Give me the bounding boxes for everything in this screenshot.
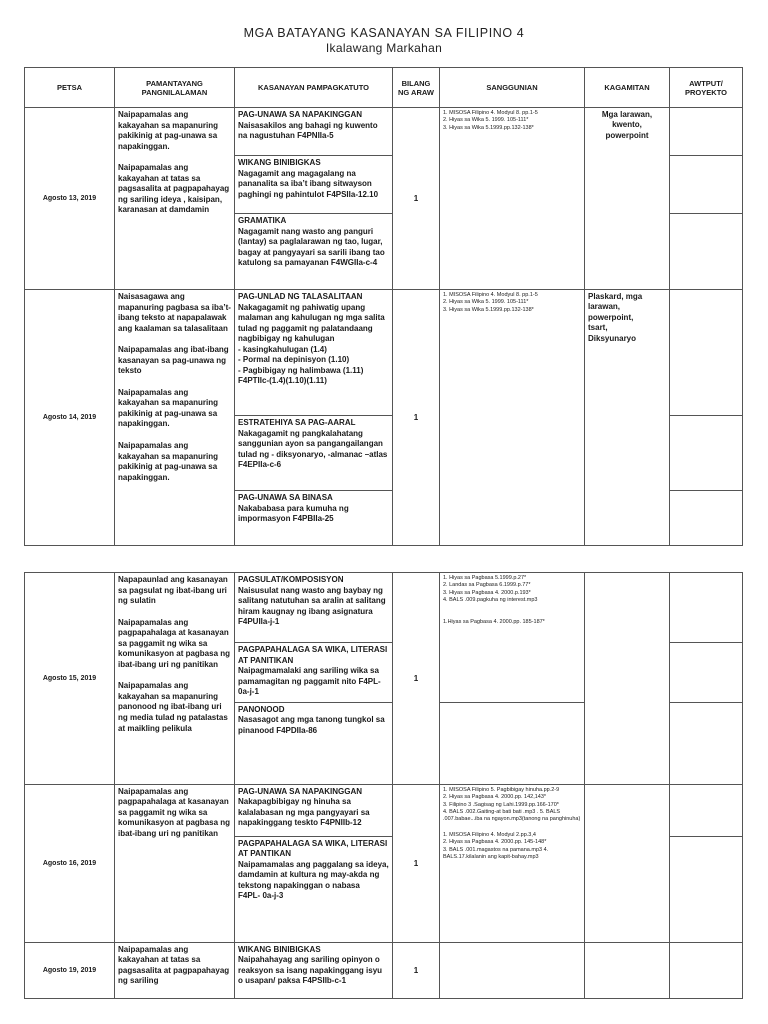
output-cell — [670, 942, 743, 998]
reference-item: 2. Hiyas sa Wika 5. 1999. 105-111* — [443, 117, 529, 124]
skill-cell — [235, 643, 393, 703]
header-kasanayan: KASANAYAN PAMPAGKATUTO — [235, 68, 393, 108]
skill-body: Nagagamit nang wasto ang panguri (lantay) sa paglalarawan ng tao, lugar, bagay at pangyayari sa sarili ibang tao katulong sa pamayanan F4WGIIa-c-4 — [238, 226, 385, 268]
standards-cell — [115, 290, 235, 546]
skill-cell — [235, 156, 393, 214]
standard-text: Naisasagawa ang mapanuring pagbasa sa iba’t-ibang teksto at napapalawak ang kaalaman sa talasalitaan — [118, 292, 231, 333]
date-cell: Agosto 16, 2019 — [25, 784, 115, 942]
materials-cell — [585, 108, 670, 290]
material-item: larawan, — [588, 302, 621, 312]
reference-item: 3. Hiyas sa Pagbasa 4. 2000.p.193* — [443, 589, 531, 596]
standard-text: Naipapamalas ang pagpapahalaga at kasanayan sa paggamit ng wika sa komunikasyon at pagbasa ng ibat-ibang uri ng panitikan — [118, 617, 231, 669]
header-sanggunian: SANGGUNIAN — [440, 68, 585, 108]
standard-text: Naipapamalas ang pagpapahalaga at kasanayan sa paggamit ng wika sa komunikasyon at pagbasa ng ibat-ibang uri ng panitikan — [118, 786, 231, 838]
skill-heading: PANONOOD — [238, 704, 285, 714]
material-item: tsart, — [588, 323, 608, 333]
date-cell: Agosto 15, 2019 — [25, 573, 115, 785]
references-cell — [440, 942, 585, 998]
header-petsa: PETSA — [25, 68, 115, 108]
reference-item: 3. Hiyas sa Wika 5.1999.pp.132-138* — [443, 306, 534, 313]
references-cell — [440, 290, 585, 546]
standard-text: Napapaunlad ang kasanayan sa pagsulat ng ibat-ibang uri ng sulatin — [118, 575, 228, 606]
skill-bullet: - Pagbibigay ng halimbawa (1.11) — [238, 365, 364, 375]
reference-item: 4. BALS .009.pagkuha ng interest.mp3 — [443, 597, 538, 604]
skill-heading: PAGPAPAHALAGA SA WIKA, LITERASI AT PANITIKAN — [238, 645, 388, 665]
reference-item: 1. MISOSA Filipino 4. Modyul 2.pp.3,4 — [443, 831, 536, 838]
days-cell: 1 — [393, 108, 440, 290]
curriculum-table-2 — [24, 572, 743, 999]
header-kagamitan: KAGAMITAN — [585, 68, 670, 108]
reference-item: 3. BALS .001.magastos na pamana.mp3 4. BALS.17.kilalanin ang kapit-bahay.mp3 — [443, 846, 549, 861]
skill-heading: PAG-UNAWA SA BINASA — [238, 493, 333, 502]
references-cell — [440, 108, 585, 290]
standards-cell — [115, 573, 235, 785]
skill-body: Naipamamalas ang paggalang sa ideya, damdamin at kultura ng may-akda ng tekstong napakinggan o nabasa — [238, 859, 389, 890]
skill-bullet: - kasingkahulugan (1.4) — [238, 344, 327, 354]
materials-cell — [585, 573, 670, 785]
reference-item: 2. Hiyas sa Wika 5. 1999. 105-111* — [443, 299, 529, 306]
skill-heading: ESTRATEHIYA SA PAG-AARAL — [238, 418, 356, 427]
skill-body: Nakagagamit ng pahiwatig upang malaman ang kahulugan ng mga salita tulad ng paggamit ng palatandaang nagbibigay ng kahulugan — [238, 302, 385, 344]
standard-text: Naipapamalas ang kakayahan sa mapanuring pakikinig at pag-unawa sa napakinggan. — [118, 441, 219, 482]
skill-heading: PAGPAPAHALAGA SA WIKA, LITERASI AT PANTIKAN — [238, 838, 388, 859]
output-cell — [670, 573, 743, 643]
days-cell: 1 — [393, 784, 440, 942]
output-cell — [670, 702, 743, 784]
skill-heading: GRAMATIKA — [238, 216, 287, 225]
curriculum-table-1 — [24, 67, 743, 546]
materials-cell — [585, 290, 670, 546]
standard-text: Naipapamalas ang kakayahan sa mapanuring pakikinig at pag-unawa sa napakinggan. — [118, 110, 219, 151]
references-cell — [440, 784, 585, 942]
skill-code: F4PTIIc-(1.4)(1.10)(1.11) — [238, 376, 327, 386]
references-cell — [440, 702, 585, 784]
material-item: Diksyunaryo — [588, 333, 637, 343]
reference-item: 1. MISOSA Filipino 4. Modyul 8. pp.1-5 — [443, 110, 538, 116]
skill-cell — [235, 573, 393, 643]
skill-cell — [235, 702, 393, 784]
skill-cell — [235, 784, 393, 836]
document-subtitle: Ikalawang Markahan — [325, 41, 443, 55]
skill-heading: PAG-UNLAD NG TALASALITAAN — [238, 292, 363, 301]
table-row — [25, 108, 743, 156]
skill-body: Naisusulat nang wasto ang baybay ng salitang natutuhan sa aralin at salitang hiram kaugnay ng ibang asignatura F4PUIIa-j-1 — [238, 585, 386, 627]
skill-heading: PAGSULAT/KOMPOSISYON — [238, 575, 344, 584]
header-pamantayang: PAMANTAYANG PANGNILALAMAN — [115, 68, 235, 108]
header-awtput: AWTPUT/ PROYEKTO — [670, 68, 743, 108]
skill-cell — [235, 214, 393, 290]
skill-cell — [235, 108, 393, 156]
date-cell: Agosto 19, 2019 — [25, 942, 115, 998]
skill-heading: WIKANG BINIBIGKAS — [238, 944, 321, 954]
skill-code: F4PL- 0a-j-3 — [238, 891, 284, 901]
standards-cell — [115, 784, 235, 942]
reference-item: 3. Hiyas sa Wika 5.1999.pp.132-138* — [443, 124, 534, 131]
skill-body: Nakagagamit ng pangkalahatang sanggunian ayon sa pangangailangan tulad ng - diksyonaryo, -almanac –atlas F4EPIIa-c-6 — [238, 428, 388, 470]
output-cell — [670, 491, 743, 546]
skill-cell — [235, 491, 393, 546]
skill-body: Naipahahayag ang sariling opinyon o reaksyon sa isang napakinggang isyu o usapan/ paksa F4PSIIb-c-1 — [238, 955, 383, 986]
standard-text: Naipapamalas ang kakayahan sa mapanuring panonood ng ibat-ibang uri ng media tulad ng patalastas at maikling pelikula — [118, 681, 228, 733]
skill-heading: PAG-UNAWA SA NAPAKINGGAN — [238, 786, 362, 796]
table-row — [25, 573, 743, 643]
output-cell — [670, 836, 743, 942]
document-title: MGA BATAYANG KASANAYAN SA FILIPINO 4 — [243, 26, 525, 40]
skill-cell — [235, 836, 393, 942]
reference-item: 1.Hiyas sa Pagbasa 4. 2000.pp. 185-187* — [443, 618, 545, 625]
reference-item: 4. BALS .002.Gaiting-at bati bati .mp3 . 5. BALS .007.babae...iba na ngayon.mp3(tanong na panghinuha) — [443, 809, 581, 823]
skill-body: Naipagmamalaki ang sariling wika sa pamamagitan ng paggamit nito F4PL- 0a-j-1 — [238, 666, 381, 697]
table-header-row — [25, 68, 743, 108]
reference-item: 3. Filipino 3 .Sagisag ng Lahi.1999.pp.166-170* — [443, 801, 559, 808]
table-row — [25, 290, 743, 416]
reference-item: 1. MISOSA Filipino 4. Modyul 8. pp.1-5 — [443, 292, 538, 298]
skill-body: Nakababasa para kumuha ng impormasyon F4PBIIa-25 — [238, 503, 349, 524]
references-group — [443, 832, 581, 862]
reference-item: 2. Landas sa Pagbasa 6.1999.p.77* — [443, 582, 531, 589]
skill-cell — [235, 290, 393, 416]
materials-cell — [585, 942, 670, 998]
references-cell — [440, 573, 585, 703]
table-row — [25, 942, 743, 998]
output-cell — [670, 290, 743, 416]
reference-item: 2. Hiyas sa Pagbasa 4. 2000.pp. 145-148* — [443, 839, 547, 846]
output-cell — [670, 156, 743, 214]
standards-cell — [115, 108, 235, 290]
output-cell — [670, 108, 743, 156]
references-group — [443, 575, 581, 605]
standard-text: Naipapamalas ang kakayahan sa mapanuring pakikinig at pag-unawa sa napakinggan. — [118, 387, 219, 429]
material-item: kwento, — [612, 120, 642, 130]
date-cell: Agosto 13, 2019 — [25, 108, 115, 290]
skill-body: Nasasagot ang mga tanong tungkol sa pinanood F4PDIIa-86 — [238, 715, 385, 735]
reference-item: 2. Hiyas sa Pagbasa 4. 2000.pp. 142,143* — [443, 794, 547, 801]
output-cell — [670, 214, 743, 290]
skill-body: Nakapagbibigay ng hinuha sa kalalabasan ng mga pangyayari sa napakinggang teskto F4PNIIb-12 — [238, 797, 370, 828]
days-cell: 1 — [393, 942, 440, 998]
material-item: Plaskard, mga — [588, 292, 643, 301]
materials-cell — [585, 784, 670, 942]
table-row — [25, 784, 743, 836]
output-cell — [670, 784, 743, 836]
skill-heading: WIKANG BINIBIGKAS — [238, 158, 321, 167]
days-cell: 1 — [393, 573, 440, 785]
output-cell — [670, 643, 743, 703]
date-cell: Agosto 14, 2019 — [25, 290, 115, 546]
reference-item: 1. MISOSA Filipino 5. Pagbibigay hinuha.pp.2-9 — [443, 786, 560, 793]
skill-body: Nagagamit ang magagalang na pananalita sa iba’t ibang sitwayson paghingi ng pahintulot F4PSIIa-12.10 — [238, 168, 379, 199]
days-cell: 1 — [393, 290, 440, 546]
standards-cell — [115, 942, 235, 998]
material-item: Mga larawan, — [601, 110, 653, 119]
output-cell — [670, 416, 743, 491]
reference-item: 1. Hiyas sa Pagbasa 5.1999.p.27* — [443, 575, 527, 581]
standard-text: Naipapamalas ang kakayahan at tatas sa pagsasalita at pagpapahayag ng sariling — [118, 944, 230, 986]
material-item: powerpoint, — [588, 312, 634, 322]
skill-bullet: - Pormal na depinisyon (1.10) — [238, 355, 350, 365]
skill-cell — [235, 942, 393, 998]
standard-text: Naipapamalas ang kakayahan at tatas sa pagsasalita at pagpapahayag ng sariling ideya , kaisipan, karanasan at damdamin — [118, 163, 230, 215]
skill-cell — [235, 416, 393, 491]
skill-heading: PAG-UNAWA SA NAPAKINGGAN — [238, 110, 362, 119]
references-group — [443, 787, 581, 824]
header-bilang: BILANG NG ARAW — [393, 68, 440, 108]
skill-body: Naisasakilos ang bahagi ng kuwento na nagustuhan F4PNIIa-5 — [238, 120, 378, 141]
standard-text: Naipapamalas ang ibat-ibang kasanayan sa pag-unawa ng teksto — [118, 345, 229, 376]
material-item: powerpoint — [605, 130, 649, 140]
